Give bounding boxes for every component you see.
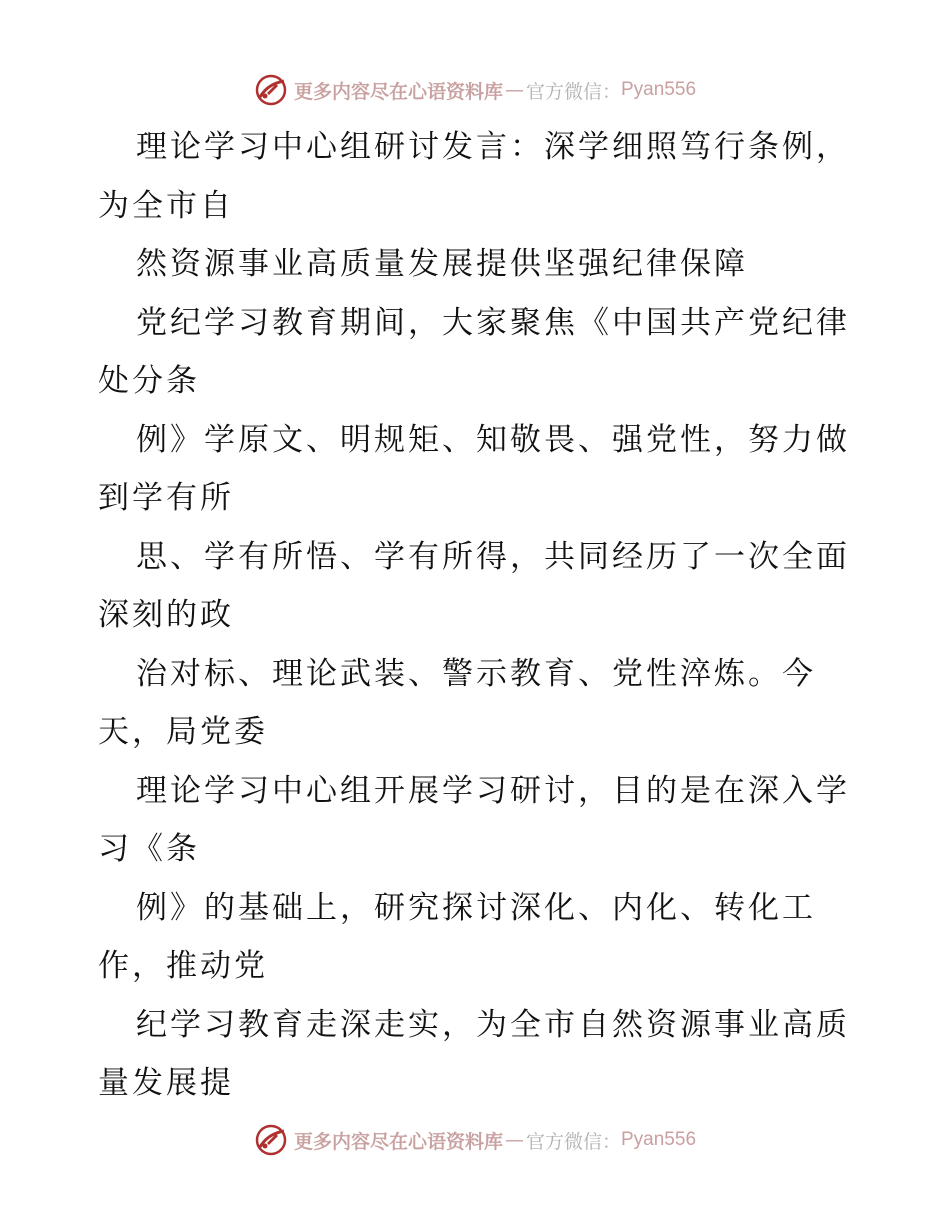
document-body [98,118,868,1113]
brand-logo-icon [254,1123,288,1157]
header-banner [0,70,950,110]
text-line: 量发展提 [98,1065,234,1101]
footer-brand: 更多内容尽在心语资料库 [293,1130,503,1153]
footer-banner-text [294,1127,696,1154]
text-line: 例》学原文、明规矩、知敬畏、强党性，努力做 [136,421,850,458]
text-line: 天，局党委 [98,714,268,750]
footer-wechat-id: Pyan556 [621,1129,697,1150]
text-line: 为全市自 [98,187,234,224]
text-line: 到学有所 [98,480,234,516]
header-banner-text [294,77,696,104]
text-line: 深刻的政 [98,597,234,633]
text-line: 习《条 [98,831,200,867]
text-line: 例》的基础上，研究探讨深化、内化、转化工 [136,889,816,926]
text-line: 处分条 [98,363,200,399]
text-line: 党纪学习教育期间，大家聚焦《中国共产党纪律 [136,304,850,341]
header-wechat-id: Pyan556 [621,79,697,100]
footer-wechat-label: 官方微信： [525,1130,621,1153]
text-line: 作，推动党 [98,948,268,984]
text-line: 纪学习教育走深走实，为全市自然资源事业高质 [136,1006,850,1043]
header-separator: — [504,79,524,101]
text-line: 然资源事业高质量发展提供坚强纪律保障 [136,246,748,282]
header-wechat-label: 官方微信： [525,80,621,103]
header-brand: 更多内容尽在心语资料库 [293,80,503,103]
text-line: 理论学习中心组开展学习研讨，目的是在深入学 [136,772,850,809]
footer-banner [0,1120,950,1160]
footer-separator: — [504,1129,524,1151]
text-line: 理论学习中心组研讨发言：深学细照笃行条例， [136,129,850,165]
text-line: 思、学有所悟、学有所得，共同经历了一次全面 [136,538,850,575]
brand-logo-icon [254,73,288,107]
text-line: 治对标、理论武装、警示教育、党性淬炼。今 [136,655,816,692]
